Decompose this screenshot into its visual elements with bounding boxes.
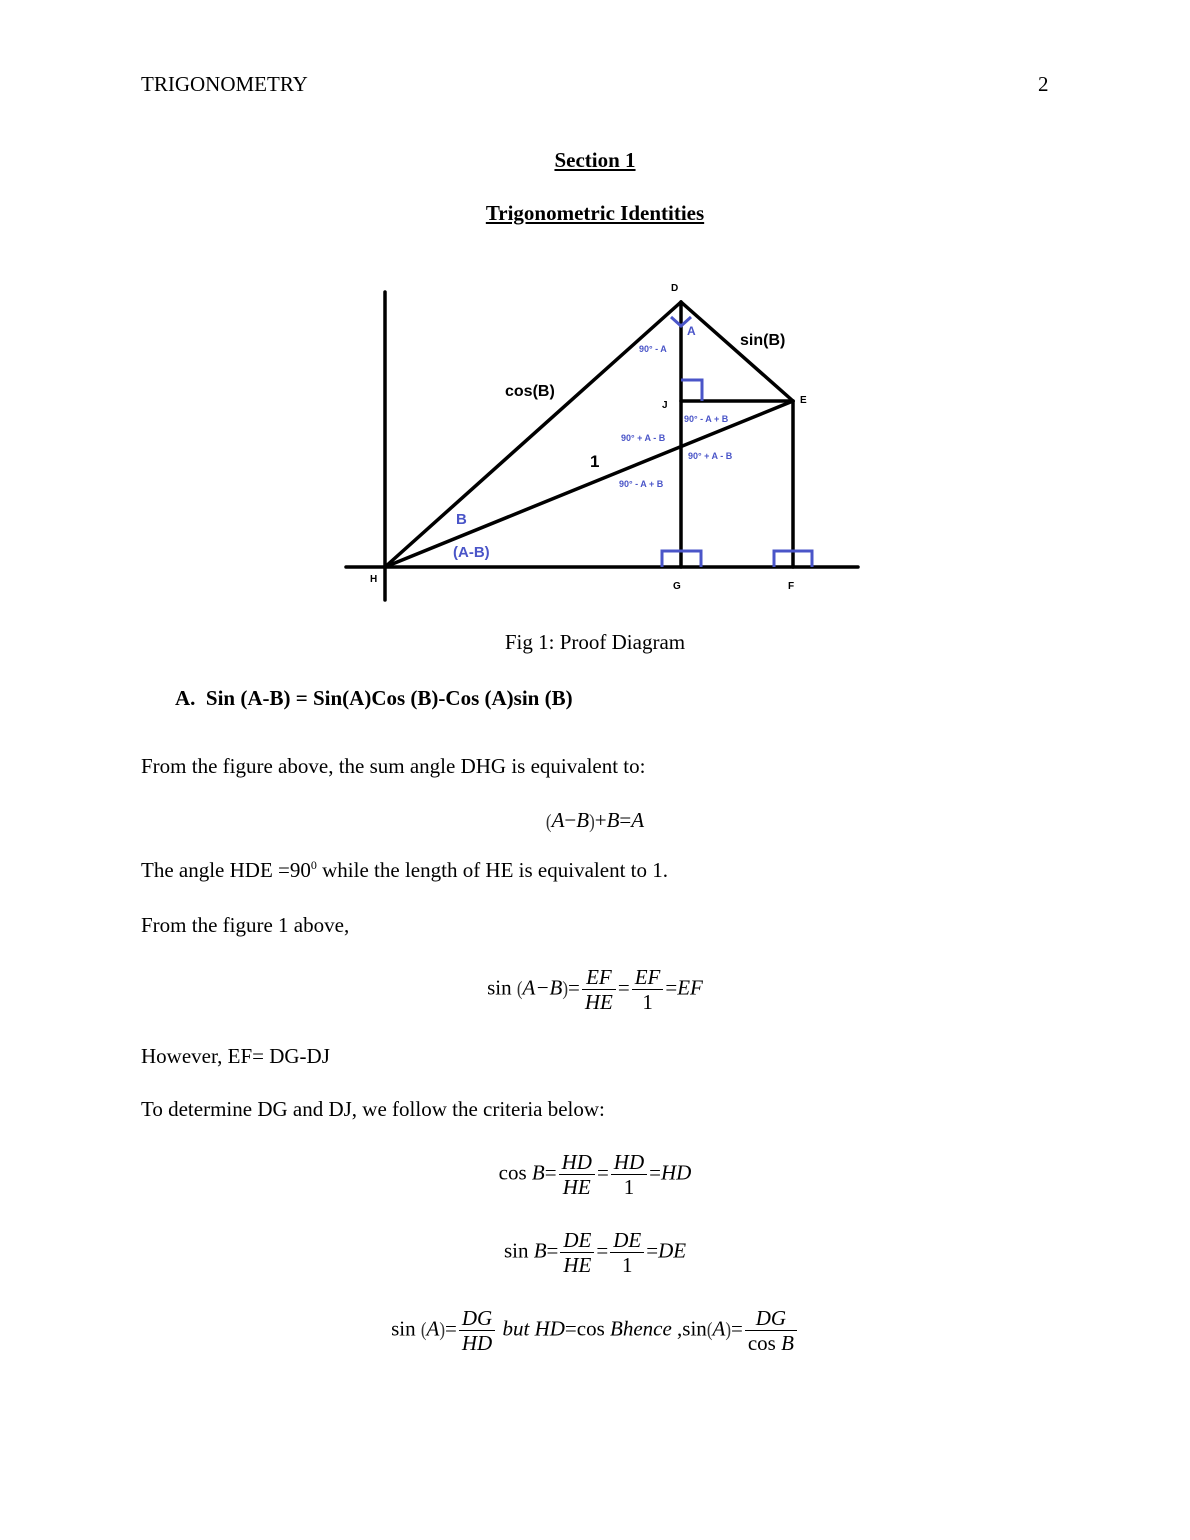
page-number: 2: [1038, 72, 1049, 96]
proof-diagram: [330, 268, 870, 608]
angle-j: 90° - A + B: [684, 414, 729, 424]
subtitle: Trigonometric Identities: [485, 201, 705, 225]
angle-right-lower: 90° + A - B: [688, 451, 733, 461]
item-a-marker: A.: [175, 686, 196, 710]
paragraph-3: From the figure 1 above,: [141, 913, 350, 937]
item-a-text: Sin (A-B) = Sin(A)Cos (B)-Cos (A)sin (B): [205, 686, 573, 710]
item-a: [175, 686, 573, 711]
label-D: D: [671, 283, 679, 294]
figure-caption: Fig 1: Proof Diagram: [504, 630, 686, 654]
label-AB: (A-B): [453, 544, 490, 561]
label-E: E: [800, 395, 807, 406]
angle-left-lower: 90° - A + B: [619, 479, 664, 489]
paragraph-1: From the figure above, the sum angle DHG is equivalent to:: [141, 754, 646, 778]
running-head: TRIGONOMETRY: [141, 72, 308, 96]
paragraph-2: The angle HDE $=90^0$ while the length of HE is equivalent to 1.: [141, 858, 668, 882]
equation-3: cos B= $\frac{HD}{HE}$ = $\frac{HD}{1}$ =HD: [498, 1150, 692, 1199]
equation-1: (A−B)+B=A: [545, 808, 645, 833]
equation-5: sin (A)= $\frac{DG}{HD}$ but HD=cos Bhence ,sin(A)= $\frac{DG}{\text{cos B}}$: [0, 1306, 1190, 1355]
label-G: G: [673, 581, 681, 592]
label-sinB: sin(B): [740, 332, 786, 349]
label-A: A: [687, 324, 696, 338]
label-cosB: cos(B): [505, 383, 555, 400]
equation-2: sin (A−B)= $\frac{EF}{HE}$ = $\frac{EF}{1}$ =EF: [487, 965, 703, 1014]
right-angle-J: [681, 380, 702, 401]
paragraph-4: However, EF= DG-DJ: [141, 1044, 330, 1068]
paragraph-5: To determine DG and DJ, we follow the criteria below:: [141, 1097, 605, 1121]
label-H: H: [370, 574, 378, 585]
label-B: B: [456, 511, 467, 528]
angle-left-upper: 90° + A - B: [621, 433, 666, 443]
label-one: 1: [590, 452, 600, 471]
label-J: J: [662, 400, 668, 411]
equation-4: sin B= $\frac{DE}{HE}$ = $\frac{DE}{1}$ =DE: [503, 1228, 687, 1277]
section-title: Section 1: [554, 148, 636, 172]
angle-d: 90° - A: [639, 344, 667, 354]
segment-HE: [385, 401, 793, 567]
segment-DE: [681, 302, 793, 401]
label-F: F: [788, 581, 795, 592]
